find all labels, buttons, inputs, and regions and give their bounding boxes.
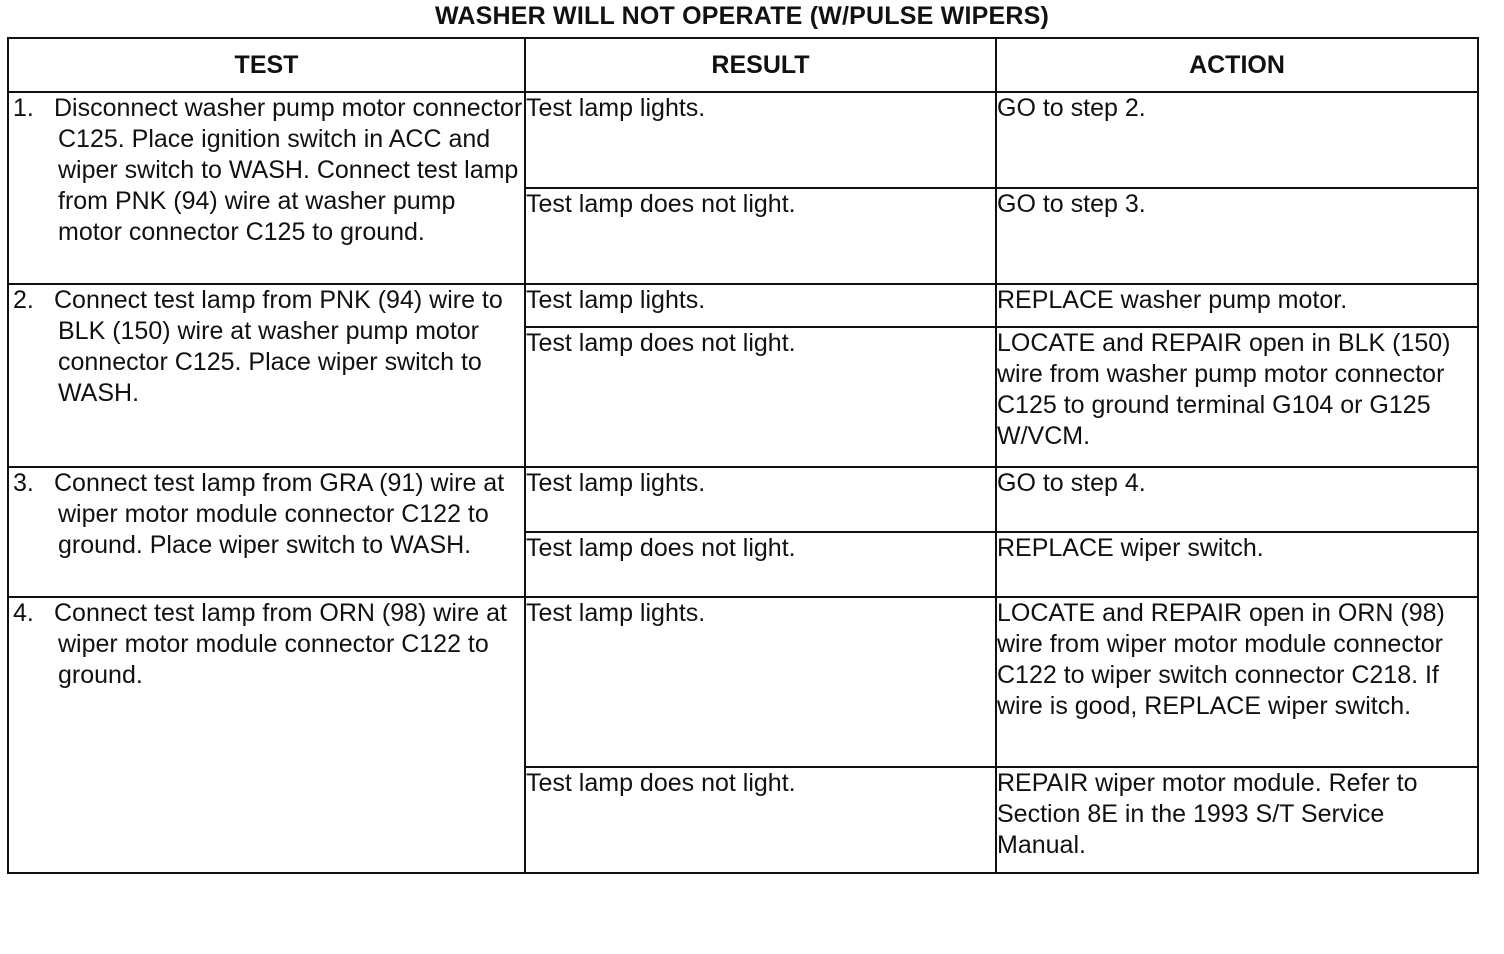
table-row: [8, 597, 1478, 767]
header-row: [8, 38, 1478, 92]
step-2-test: [8, 284, 525, 467]
header-test: TEST: [8, 38, 525, 92]
step-2-result-2: Test lamp does not light.: [525, 327, 996, 467]
step-text: Disconnect washer pump motor connector C125. Place ignition switch in ACC and wiper switch to WASH. Connect test lamp from PNK (94) wire at washer pump motor connector C125 to ground.: [54, 94, 523, 246]
table-row: [8, 284, 1478, 327]
step-1-result-2: Test lamp does not light.: [525, 188, 996, 284]
step-text: Connect test lamp from PNK (94) wire to BLK (150) wire at washer pump motor connector C125. Place wiper switch to WASH.: [54, 286, 503, 407]
header-result: RESULT: [525, 38, 996, 92]
diagnostic-table: [7, 37, 1479, 874]
step-1-result-1: Test lamp lights.: [525, 92, 996, 188]
step-4-action-1: LOCATE and REPAIR open in ORN (98) wire from wiper motor module connector C122 to wiper switch connector C218. If wire is good, REPLACE wiper switch.: [996, 597, 1478, 767]
step-4-result-1: Test lamp lights.: [525, 597, 996, 767]
step-1-action-1: GO to step 2.: [996, 92, 1478, 188]
step-4-result-2: Test lamp does not light.: [525, 767, 996, 873]
step-4-test: [8, 597, 525, 873]
step-2-action-2: LOCATE and REPAIR open in BLK (150) wire from washer pump motor connector C125 to ground terminal G104 or G125 W/VCM.: [996, 327, 1478, 467]
step-3-action-1: GO to step 4.: [996, 467, 1478, 532]
table-row: [8, 92, 1478, 188]
step-1-test: [8, 92, 525, 284]
step-3-action-2: REPLACE wiper switch.: [996, 532, 1478, 597]
step-3-result-2: Test lamp does not light.: [525, 532, 996, 597]
step-text: Connect test lamp from GRA (91) wire at wiper motor module connector C122 to ground. Place wiper switch to WASH.: [54, 469, 505, 559]
step-2-result-1: Test lamp lights.: [525, 284, 996, 327]
step-number: 1.: [13, 94, 34, 122]
step-2-action-1: REPLACE washer pump motor.: [996, 284, 1478, 327]
step-3-result-1: Test lamp lights.: [525, 467, 996, 532]
header-action: ACTION: [996, 38, 1478, 92]
step-3-test: [8, 467, 525, 597]
step-4-action-2: REPAIR wiper motor module. Refer to Section 8E in the 1993 S/T Service Manual.: [996, 767, 1478, 873]
step-1-action-2: GO to step 3.: [996, 188, 1478, 284]
step-number: 2.: [13, 286, 34, 314]
page-title: WASHER WILL NOT OPERATE (W/PULSE WIPERS): [434, 2, 1050, 30]
table-row: [8, 467, 1478, 532]
step-number: 4.: [13, 599, 34, 627]
step-text: Connect test lamp from ORN (98) wire at wiper motor module connector C122 to ground.: [54, 599, 507, 689]
step-number: 3.: [13, 469, 34, 497]
